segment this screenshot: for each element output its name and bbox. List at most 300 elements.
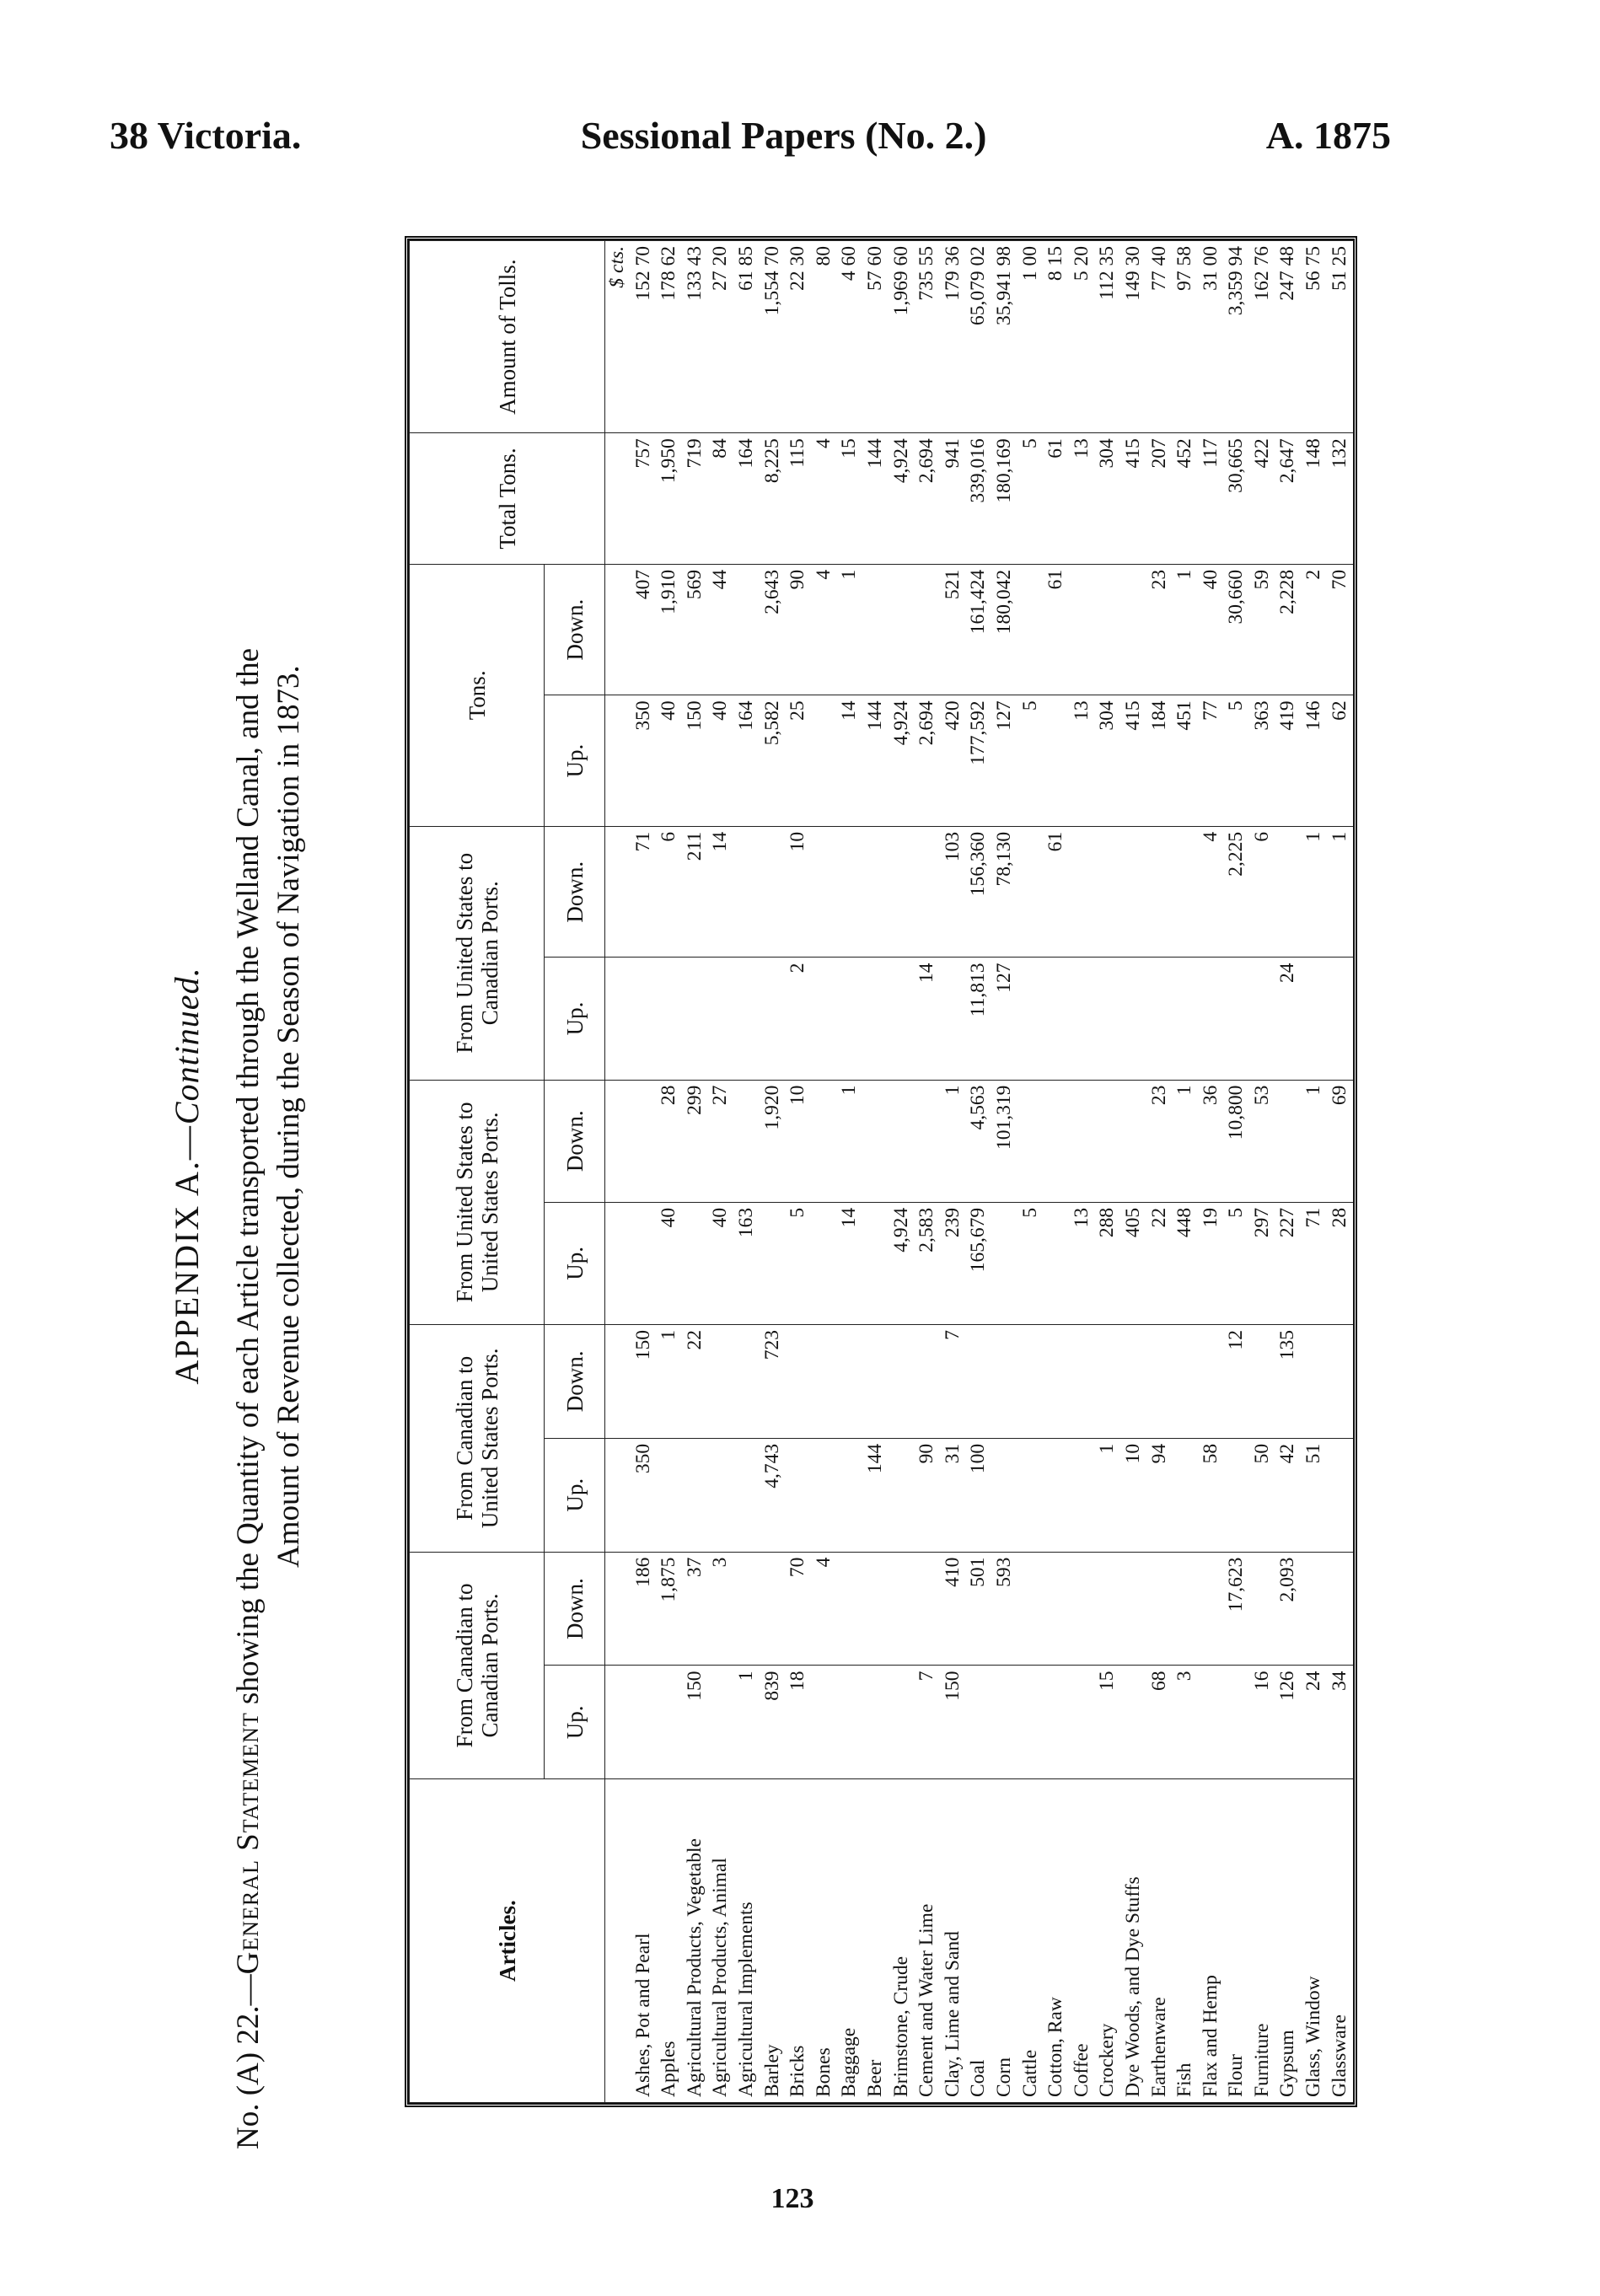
cell-tolls: 1,969 60 [889, 241, 915, 433]
table-row [682, 241, 708, 2103]
cell-uc-up [940, 958, 966, 1080]
cell-article: Crockery [1095, 1779, 1121, 2103]
cell-t-down: 569 [682, 564, 708, 695]
cell-uu-up: 2,583 [915, 1202, 941, 1324]
table-row [1327, 241, 1353, 2103]
table-row [1198, 241, 1224, 2103]
cell-cc-down [1069, 1552, 1095, 1666]
cell-uc-up [889, 958, 915, 1080]
cell-cu-up: 4,743 [760, 1438, 786, 1552]
cell-uc-up [1302, 958, 1328, 1080]
cell-cu-down: 723 [760, 1325, 786, 1439]
cell-uc-down: 61 [1044, 826, 1070, 958]
cell-uc-down [1095, 826, 1121, 958]
group-header-cu: From Canadian to United States Ports. [410, 1325, 545, 1553]
cell-total: 422 [1249, 433, 1275, 565]
cell-t-down: 30,660 [1224, 564, 1250, 695]
cell-uu-up: 163 [733, 1202, 760, 1324]
cell-uu-down [1275, 1080, 1302, 1202]
cc-down-header: Down. [545, 1552, 605, 1666]
cell-uu-down [1120, 1080, 1146, 1202]
cell-cc-down [733, 1552, 760, 1666]
cell-cu-down [1173, 1325, 1199, 1439]
cell-cc-down: 501 [966, 1552, 992, 1666]
cell-uc-up [682, 958, 708, 1080]
cell-article: Glassware [1327, 1779, 1353, 2103]
cell-uu-up: 5 [1017, 1202, 1044, 1324]
statement-table-frame [405, 236, 1357, 2107]
cell-cc-up: 16 [1249, 1666, 1275, 1779]
cell-total: 15 [837, 433, 863, 565]
cell-article: Ashes, Pot and Pearl [631, 1779, 657, 2103]
cell-uc-up [1224, 958, 1250, 1080]
cell-uu-down: 27 [708, 1080, 734, 1202]
cell-t-up: 62 [1327, 695, 1353, 827]
cell-total: 164 [733, 433, 760, 565]
cell-t-up [1044, 695, 1070, 827]
cell-uu-down: 10,800 [1224, 1080, 1250, 1202]
cell-uc-down [733, 826, 760, 958]
cell-t-up: 5 [1224, 695, 1250, 827]
cell-cu-up [889, 1438, 915, 1552]
cell-total: 84 [708, 433, 734, 565]
cell-total: 30,665 [1224, 433, 1250, 565]
cell-cc-up: 839 [760, 1666, 786, 1779]
statement-table [409, 240, 1353, 2103]
cell-uu-down [811, 1080, 837, 1202]
cell-total: 2,694 [915, 433, 941, 565]
cell-cu-down [1069, 1325, 1095, 1439]
cell-cu-down: 22 [682, 1325, 708, 1439]
cell-t-down [1069, 564, 1095, 695]
cell-tolls: 247 48 [1275, 241, 1302, 433]
cell-cc-up [889, 1666, 915, 1779]
cell-t-down [1017, 564, 1044, 695]
cell-uc-down: 6 [1249, 826, 1275, 958]
cell-t-down: 1 [1173, 564, 1199, 695]
cell-uu-down [915, 1080, 941, 1202]
cell-uc-up [631, 958, 657, 1080]
cell-uu-up [631, 1202, 657, 1324]
table-row [862, 241, 889, 2103]
cell-t-up: 127 [991, 695, 1017, 827]
cell-cc-down: 3 [708, 1552, 734, 1666]
cc-up-header: Up. [545, 1666, 605, 1779]
cell-t-up: 40 [708, 695, 734, 827]
cell-tolls: 112 35 [1095, 241, 1121, 433]
cell-tolls: 8 15 [1044, 241, 1070, 433]
cell-cc-up: 3 [1173, 1666, 1199, 1779]
cell-tolls: 4 60 [837, 241, 863, 433]
cell-uc-down: 2,225 [1224, 826, 1250, 958]
unit-row [605, 241, 631, 2103]
cell-cc-down: 2,093 [1275, 1552, 1302, 1666]
cell-article: Brimstone, Crude [889, 1779, 915, 2103]
cell-uu-down: 4,563 [966, 1080, 992, 1202]
cell-cc-down: 4 [811, 1552, 837, 1666]
cell-cu-up [657, 1438, 683, 1552]
cell-uc-up: 24 [1275, 958, 1302, 1080]
cell-cu-down [1044, 1325, 1070, 1439]
cell-tolls: 1,554 70 [760, 241, 786, 433]
cell-uu-down [862, 1080, 889, 1202]
statement-title [228, 177, 309, 2175]
cell-cu-up: 1 [1095, 1438, 1121, 1552]
cell-t-down: 40 [1198, 564, 1224, 695]
cell-uu-up [991, 1202, 1017, 1324]
cell-cc-up [1069, 1666, 1095, 1779]
table-row [837, 241, 863, 2103]
cell-tolls: 179 36 [940, 241, 966, 433]
uc-down-header: Down. [545, 826, 605, 958]
cell-uc-up [862, 958, 889, 1080]
cell-total: 4,924 [889, 433, 915, 565]
cell-total: 415 [1120, 433, 1146, 565]
tons-up-header: Up. [545, 695, 605, 827]
cell-uc-down: 4 [1198, 826, 1224, 958]
cell-uu-up [682, 1202, 708, 1324]
cell-cc-down [760, 1552, 786, 1666]
cell-uu-up: 71 [1302, 1202, 1328, 1324]
cell-cu-up: 51 [1302, 1438, 1328, 1552]
table-row [940, 241, 966, 2103]
cell-cc-up [1017, 1666, 1044, 1779]
cell-uu-up: 227 [1275, 1202, 1302, 1324]
cell-cu-down: 150 [631, 1325, 657, 1439]
cell-tolls: 27 20 [708, 241, 734, 433]
statement-line1: showing the Quantity of each Article transported through the Welland Canal, and the [231, 647, 266, 1713]
cell-uu-down: 53 [1249, 1080, 1275, 1202]
cell-cc-up: 7 [915, 1666, 941, 1779]
header-series: Sessional Papers (No. 2.) [580, 113, 987, 157]
cell-total: 8,225 [760, 433, 786, 565]
cell-tolls: 3,359 94 [1224, 241, 1250, 433]
cell-cu-down: 1 [657, 1325, 683, 1439]
cell-cu-up: 144 [862, 1438, 889, 1552]
cell-total: 304 [1095, 433, 1121, 565]
cell-cu-up [811, 1438, 837, 1552]
cell-uu-down [733, 1080, 760, 1202]
cell-uc-up [1095, 958, 1121, 1080]
cell-cc-up: 68 [1146, 1666, 1173, 1779]
cell-t-up [811, 695, 837, 827]
cell-tolls: 162 76 [1249, 241, 1275, 433]
cell-total: 719 [682, 433, 708, 565]
cell-t-down: 1,910 [657, 564, 683, 695]
cell-t-up: 184 [1146, 695, 1173, 827]
cell-uu-down: 1 [1173, 1080, 1199, 1202]
cell-uc-down: 14 [708, 826, 734, 958]
table-row [1069, 241, 1095, 2103]
cell-uc-down [837, 826, 863, 958]
cell-uu-up: 14 [837, 1202, 863, 1324]
cell-uu-down: 23 [1146, 1080, 1173, 1202]
cell-uc-down: 156,360 [966, 826, 992, 958]
articles-header: Articles. [410, 1779, 605, 2103]
group-header-cc: From Canadian to Canadian Ports. [410, 1552, 545, 1779]
cell-uu-up: 40 [708, 1202, 734, 1324]
cell-t-down: 90 [786, 564, 812, 695]
cell-cu-up: 50 [1249, 1438, 1275, 1552]
cell-uu-down: 28 [657, 1080, 683, 1202]
cell-total: 180,169 [991, 433, 1017, 565]
cell-tolls: 35,941 98 [991, 241, 1017, 433]
cell-uc-down: 211 [682, 826, 708, 958]
rotated-page-area [160, 177, 1391, 2175]
cell-article: Earthenware [1146, 1779, 1173, 2103]
table-row [1095, 241, 1121, 2103]
cell-cc-up [837, 1666, 863, 1779]
cell-article: Flax and Hemp [1198, 1779, 1224, 2103]
cell-t-up: 350 [631, 695, 657, 827]
cell-tolls: 57 60 [862, 241, 889, 433]
cell-cu-down [1120, 1325, 1146, 1439]
cell-total: 148 [1302, 433, 1328, 565]
cell-t-down [733, 564, 760, 695]
cell-cc-up [966, 1666, 992, 1779]
cell-uc-down: 103 [940, 826, 966, 958]
cell-t-down: 59 [1249, 564, 1275, 695]
cell-uu-down [1069, 1080, 1095, 1202]
cell-uu-down: 36 [1198, 1080, 1224, 1202]
cell-uc-up [837, 958, 863, 1080]
cell-cc-down: 186 [631, 1552, 657, 1666]
cell-uu-up [811, 1202, 837, 1324]
cell-t-down [1095, 564, 1121, 695]
cell-t-up: 419 [1275, 695, 1302, 827]
cell-cc-up [1224, 1666, 1250, 1779]
cell-article: Agricultural Products, Vegetable [682, 1779, 708, 2103]
cell-uu-up: 448 [1173, 1202, 1199, 1324]
cell-cu-up [1327, 1438, 1353, 1552]
cell-article: Bricks [786, 1779, 812, 2103]
cell-cu-up [1044, 1438, 1070, 1552]
table-row [1044, 241, 1070, 2103]
appendix-prefix: APPENDIX A.— [168, 1124, 206, 1385]
cell-t-down: 4 [811, 564, 837, 695]
cell-cu-up: 31 [940, 1438, 966, 1552]
cell-article: Cement and Water Lime [915, 1779, 941, 2103]
cell-t-down [1120, 564, 1146, 695]
cell-uu-down [631, 1080, 657, 1202]
cell-cu-down [966, 1325, 992, 1439]
cell-cu-up [1173, 1438, 1199, 1552]
cell-t-down [889, 564, 915, 695]
cell-article: Barley [760, 1779, 786, 2103]
cell-article: Apples [657, 1779, 683, 2103]
cell-uu-up: 239 [940, 1202, 966, 1324]
cell-total: 207 [1146, 433, 1173, 565]
cell-t-up: 164 [733, 695, 760, 827]
cell-uu-up [1044, 1202, 1070, 1324]
cell-t-up: 25 [786, 695, 812, 827]
cell-cc-down [837, 1552, 863, 1666]
cell-cu-up [708, 1438, 734, 1552]
cell-uc-down [889, 826, 915, 958]
cell-article: Dye Woods, and Dye Stuffs [1120, 1779, 1146, 2103]
cell-t-up: 2,694 [915, 695, 941, 827]
cell-cu-up: 58 [1198, 1438, 1224, 1552]
cell-tolls: 51 25 [1327, 241, 1353, 433]
cell-cu-down [733, 1325, 760, 1439]
cell-uc-down [1069, 826, 1095, 958]
cell-t-down: 44 [708, 564, 734, 695]
cell-tolls: 5 20 [1069, 241, 1095, 433]
cell-cu-down [915, 1325, 941, 1439]
cell-cc-up [631, 1666, 657, 1779]
cell-total: 2,647 [1275, 433, 1302, 565]
cell-uc-up [1173, 958, 1199, 1080]
cell-total: 5 [1017, 433, 1044, 565]
cell-cc-down [1327, 1552, 1353, 1666]
cell-t-up: 40 [657, 695, 683, 827]
cell-uc-up [1044, 958, 1070, 1080]
cell-t-down: 180,042 [991, 564, 1017, 695]
cell-cc-down [889, 1552, 915, 1666]
cell-tolls: 80 [811, 241, 837, 433]
cell-total: 132 [1327, 433, 1353, 565]
cu-down-header: Down. [545, 1325, 605, 1439]
cell-t-up: 77 [1198, 695, 1224, 827]
cell-uu-up: 288 [1095, 1202, 1121, 1324]
table-body [605, 241, 1354, 2103]
cell-cu-down [1017, 1325, 1044, 1439]
cell-cc-up: 24 [1302, 1666, 1328, 1779]
cell-t-down: 1 [837, 564, 863, 695]
cell-uc-down: 71 [631, 826, 657, 958]
cell-uu-up: 22 [1146, 1202, 1173, 1324]
cell-tolls: 1 00 [1017, 241, 1044, 433]
cell-cu-down [889, 1325, 915, 1439]
cell-cu-up: 350 [631, 1438, 657, 1552]
uc-up-header: Up. [545, 958, 605, 1080]
cell-tolls: 61 85 [733, 241, 760, 433]
cell-uc-up [1198, 958, 1224, 1080]
cell-t-up: 5,582 [760, 695, 786, 827]
cell-uc-down [1275, 826, 1302, 958]
cell-cu-down [1095, 1325, 1121, 1439]
cell-uu-down: 299 [682, 1080, 708, 1202]
cell-article: Corn [991, 1779, 1017, 2103]
cell-uu-down [889, 1080, 915, 1202]
statement-caps: General Statement [231, 1712, 266, 1975]
appendix-suffix: Continued. [168, 967, 206, 1125]
table-row [733, 241, 760, 2103]
cell-uc-up: 127 [991, 958, 1017, 1080]
cell-total: 61 [1044, 433, 1070, 565]
cell-cu-down [1327, 1325, 1353, 1439]
page-number: 123 [770, 2183, 814, 2214]
cell-t-up: 146 [1302, 695, 1328, 827]
cell-article: Agricultural Products, Animal [708, 1779, 734, 2103]
cell-t-up: 14 [837, 695, 863, 827]
table-row [1249, 241, 1275, 2103]
titles [160, 177, 379, 2175]
cell-cu-up [682, 1438, 708, 1552]
statement-line2: Amount of Revenue collected, during the Season of Navigation in 1873. [271, 665, 306, 1568]
uu-up-header: Up. [545, 1202, 605, 1324]
cell-uu-up [760, 1202, 786, 1324]
cell-cc-up: 18 [786, 1666, 812, 1779]
cell-cu-down: 7 [940, 1325, 966, 1439]
cell-tolls: 152 70 [631, 241, 657, 433]
cell-uc-down [760, 826, 786, 958]
table-row [1224, 241, 1250, 2103]
cell-cu-up [786, 1438, 812, 1552]
table-row [786, 241, 812, 2103]
cell-cu-down [837, 1325, 863, 1439]
cell-cc-down: 17,623 [1224, 1552, 1250, 1666]
cell-article: Coal [966, 1779, 992, 2103]
cell-article: Fish [1173, 1779, 1199, 2103]
cell-cc-down [1249, 1552, 1275, 1666]
cell-cc-down: 37 [682, 1552, 708, 1666]
cell-cc-down [1120, 1552, 1146, 1666]
cell-tolls: 31 00 [1198, 241, 1224, 433]
cell-t-down: 23 [1146, 564, 1173, 695]
cell-uc-down: 1 [1302, 826, 1328, 958]
table-row [966, 241, 992, 2103]
cell-cu-up: 10 [1120, 1438, 1146, 1552]
cell-uu-down: 1 [1302, 1080, 1328, 1202]
cell-t-up: 150 [682, 695, 708, 827]
cell-uu-up: 4,924 [889, 1202, 915, 1324]
cell-uc-up [708, 958, 734, 1080]
cell-t-down [862, 564, 889, 695]
cell-tolls: 22 30 [786, 241, 812, 433]
cell-cc-down: 70 [786, 1552, 812, 1666]
cell-uc-up [1249, 958, 1275, 1080]
cell-cc-down [915, 1552, 941, 1666]
cell-t-up: 13 [1069, 695, 1095, 827]
cell-uc-up: 11,813 [966, 958, 992, 1080]
cell-cc-down [1173, 1552, 1199, 1666]
cell-cu-down [1249, 1325, 1275, 1439]
cell-tolls: 133 43 [682, 241, 708, 433]
cell-cu-down [786, 1325, 812, 1439]
cell-t-down: 407 [631, 564, 657, 695]
table-row [631, 241, 657, 2103]
cell-cu-down [1146, 1325, 1173, 1439]
cell-tolls: 149 30 [1120, 241, 1146, 433]
table-row [1017, 241, 1044, 2103]
cell-cc-down [1198, 1552, 1224, 1666]
cell-cu-up [733, 1438, 760, 1552]
cell-uc-down [1146, 826, 1173, 958]
cell-t-up: 177,592 [966, 695, 992, 827]
cell-cu-down [1302, 1325, 1328, 1439]
cell-uu-down: 1 [940, 1080, 966, 1202]
cell-cu-down: 12 [1224, 1325, 1250, 1439]
page-header [110, 101, 1391, 169]
cell-article: Beer [862, 1779, 889, 2103]
cell-uc-up [1120, 958, 1146, 1080]
cell-uc-down: 6 [657, 826, 683, 958]
tons-down-header: Down. [545, 564, 605, 695]
cell-cc-up [1044, 1666, 1070, 1779]
cell-uc-up: 2 [786, 958, 812, 1080]
cell-tolls: 97 58 [1173, 241, 1199, 433]
cell-t-down [915, 564, 941, 695]
appendix-title [167, 177, 207, 2175]
cell-uu-up: 5 [1224, 1202, 1250, 1324]
cell-cu-up: 100 [966, 1438, 992, 1552]
group-header-tons: Tons. [410, 564, 545, 826]
cell-t-up: 363 [1249, 695, 1275, 827]
cell-uu-down: 10 [786, 1080, 812, 1202]
cell-uu-down [1095, 1080, 1121, 1202]
cell-t-down: 2,643 [760, 564, 786, 695]
